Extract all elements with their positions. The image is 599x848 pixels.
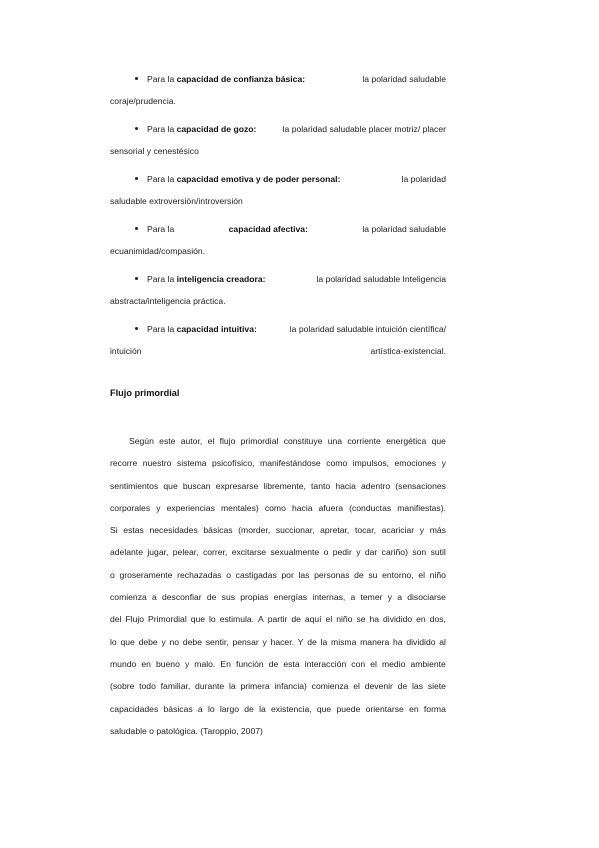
paragraph-line: lo que debe y no debe sentir, pensar y hacer. Y de la misma manera ha dividido al: [110, 636, 446, 647]
item-rest: la polaridad saludable: [362, 74, 446, 84]
bullet-icon: [135, 177, 138, 180]
item-prefix: Para la: [147, 174, 175, 184]
item-continuation: saludable extroversión/introversión: [110, 196, 243, 206]
item-rest: la polaridad saludable intuición científica/: [289, 324, 446, 334]
item-prefix: Para la: [147, 124, 175, 134]
list-item: [110, 68, 446, 112]
paragraph-line: (sobre todo familiar, durante la primera infancia) comienza el devenir de las siete: [110, 681, 446, 692]
list-item: [110, 268, 446, 312]
item-continuation: sensorial y cenestésico: [110, 146, 199, 156]
bullet-icon: [135, 327, 138, 330]
item-continuation: coraje/prudencia.: [110, 96, 176, 106]
bullet-icon: [135, 127, 138, 130]
item-bold-term: capacidad emotiva y de poder personal:: [176, 174, 341, 184]
paragraph-line: mundo en bueno y malo. En función de esta interacción con el medio ambiente: [110, 658, 446, 669]
list-item: [110, 218, 446, 262]
item-continuation-end: artística-existencial.: [370, 346, 446, 356]
list-item: [110, 318, 446, 362]
paragraph-line: saludable o patológica. (Taroppio, 2007): [110, 725, 263, 736]
bullet-icon: [135, 227, 138, 230]
capacities-bullet-list: [110, 68, 446, 368]
item-continuation-start: intuición: [110, 346, 142, 356]
item-bold-term: inteligencia creadora:: [176, 274, 266, 284]
item-bold-term: capacidad de gozo:: [176, 124, 257, 134]
body-paragraph: [110, 430, 446, 742]
item-rest: la polaridad saludable: [362, 224, 446, 234]
paragraph-line: comienza a desconfiar de sus propias energías internas, a temer y a disociarse: [110, 592, 446, 603]
list-item: [110, 168, 446, 212]
paragraph-line: o groseramente rechazadas o castigadas por las personas de su entorno, el niño: [110, 569, 446, 580]
bullet-icon: [135, 77, 138, 80]
bullet-icon: [135, 277, 138, 280]
item-prefix: Para la: [147, 224, 175, 234]
paragraph-line: Según este autor, el flujo primordial constituye una corriente energética que: [129, 436, 446, 446]
item-continuation: abstracta/inteligencia práctica.: [110, 296, 226, 306]
list-item: [110, 118, 446, 162]
item-bold-term: capacidad afectiva:: [228, 224, 308, 234]
item-prefix: Para la: [147, 274, 175, 284]
item-prefix: Para la: [147, 324, 175, 334]
paragraph-line: sentimientos que buscan expresarse libremente, tanto hacia adentro (sensaciones: [110, 480, 446, 491]
item-bold-term: capacidad intuitiva:: [176, 324, 257, 334]
item-continuation: [110, 340, 446, 362]
item-prefix: Para la: [147, 74, 175, 84]
item-bold-term: capacidad de confianza básica:: [176, 74, 306, 84]
paragraph-line: capacidades básicas a lo largo de la existencia, que puede orientarse en forma: [110, 703, 446, 714]
item-rest: la polaridad saludable placer motriz/ placer: [282, 124, 446, 134]
item-rest: la polaridad: [401, 174, 446, 184]
section-heading: Flujo primordial: [110, 388, 180, 398]
item-continuation: ecuanimidad/compasión.: [110, 246, 206, 256]
paragraph-line: recorre nuestro sistema psicofísico, manifestándose como impulsos, emociones y: [110, 458, 446, 469]
paragraph-line: del Flujo Primordial que lo estimula. A partir de aquí el niño se ha dividido en dos,: [110, 614, 446, 625]
paragraph-line: adelante jugar, pelear, correr, excitarse sexualmente o pedir y dar cariño) son sutil: [110, 547, 446, 558]
item-rest: la polaridad saludable Inteligencia: [316, 274, 446, 284]
paragraph-line: Si estas necesidades básicas (morder, succionar, apretar, tocar, acariciar y más: [110, 525, 446, 536]
paragraph-line: corporales y experiencias mentales) como hacia afuera (conductas manifiestas).: [110, 502, 446, 513]
